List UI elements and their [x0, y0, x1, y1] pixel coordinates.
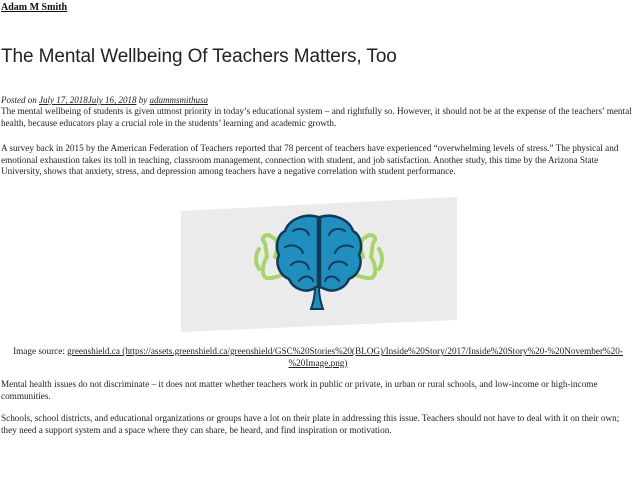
- site-title[interactable]: Adam M Smith: [1, 2, 68, 13]
- brain-illustration: [181, 197, 457, 332]
- author-link[interactable]: adammsmithusa: [149, 95, 208, 105]
- paragraph-support: Schools, school districts, and educational organizations or groups have a lot on their plate in addressing this issue. Teachers should not have to deal with it on their own; they need a support system and a space where they can share, be heard, and find inspiration or motivation.: [1, 413, 620, 435]
- posted-on-label: Posted on: [1, 95, 37, 105]
- paragraph-discrimination: Mental health issues do not discriminate – it does not matter whether teachers work in public or private, in urban or rural schools, and low-income or high-income communities.: [1, 379, 598, 401]
- post-title: The Mental Wellbeing Of Teachers Matters, Too: [1, 46, 397, 67]
- paragraph-survey: A survey back in 2015 by the American Federation of Teachers reported that 78 percent of teachers have experienced “overwhelming levels of stress.” The physical and emotional exhaustion takes its toll in teaching, classroom management, connection with student, and job satisfaction. Another study, this time by the Arizona State University, shows that anxiety, stress, and depression among teachers have a negative correlation with student performance.: [1, 143, 619, 176]
- by-label: by: [138, 95, 148, 105]
- image-caption: [1, 346, 635, 369]
- post-meta: [1, 95, 208, 105]
- caption-source-link[interactable]: greenshield.ca (https://assets.greenshield.ca/greenshield/GSC%20Stories%20(BLOG)/Inside%20Story/2017/Inside%20Story%20-%20November%20-%20Image.png): [67, 346, 623, 368]
- post-date-link[interactable]: July 17, 2018July 16, 2018: [39, 95, 137, 105]
- paragraph-intro: The mental wellbeing of students is given utmost priority in today’s educational system – and rightfully so. However, it should not be at the expense of the teachers’ mental health, because educators play a crucial role in the students’ learning and academic growth.: [1, 106, 632, 128]
- brain-muscle-image: [181, 197, 457, 332]
- caption-prefix: Image source:: [13, 346, 65, 356]
